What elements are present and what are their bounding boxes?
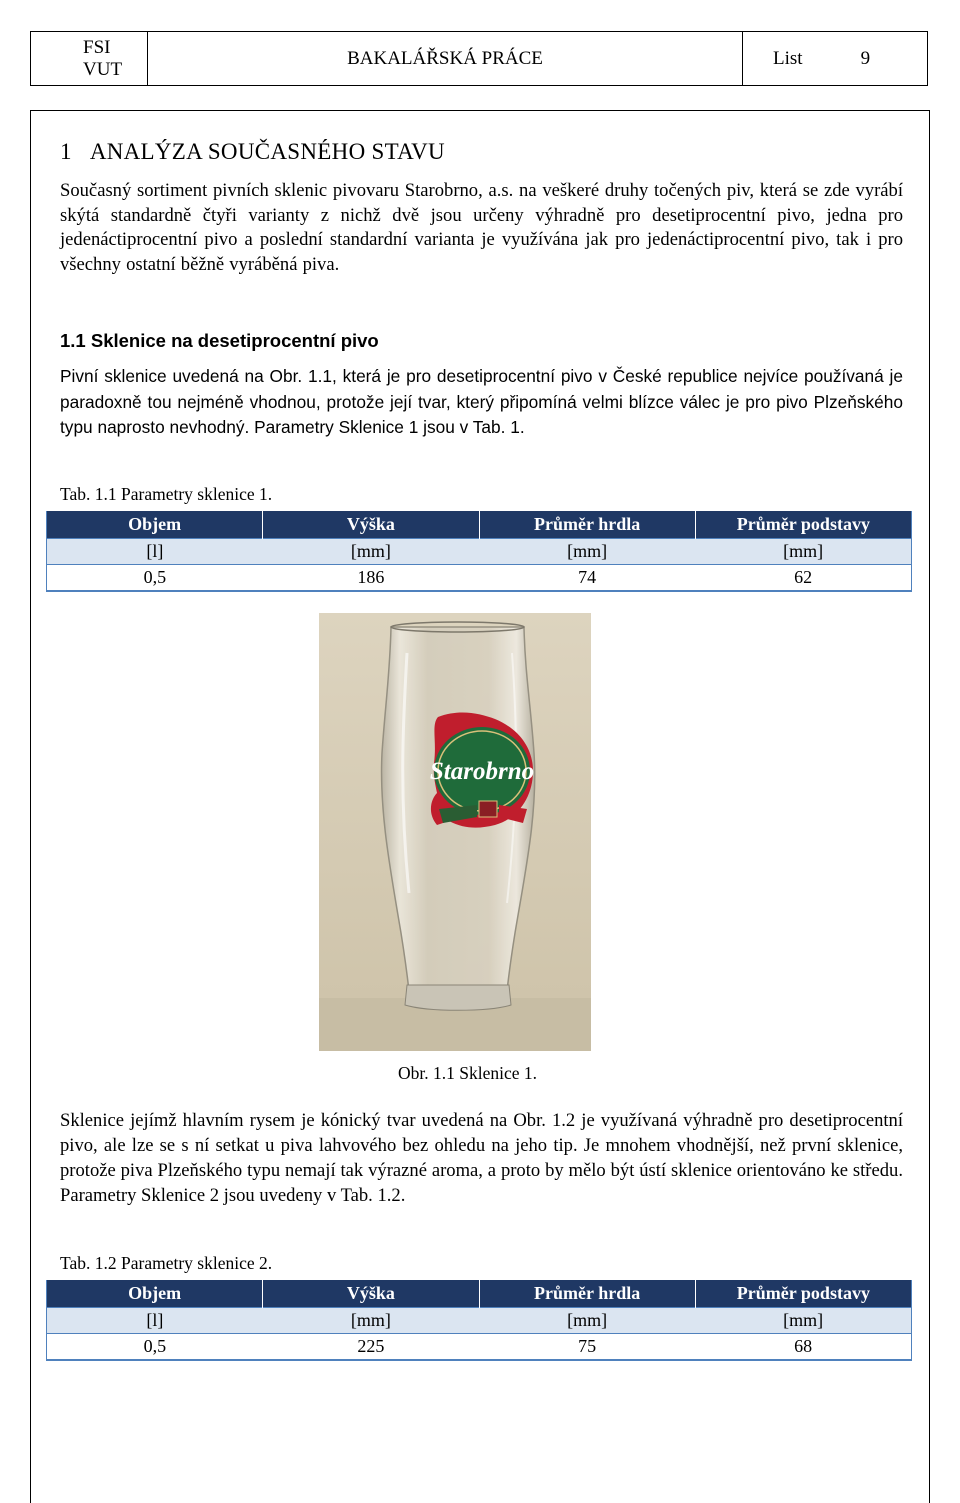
table-parametry-sklenice-2 [46,1280,912,1361]
paragraph-3-text: Sklenice jejímž hlavním rysem je kónický tvar uvedená na Obr. 1.2 je využívaná výhradně pro desetiprocentní pivo, ale lze se s ní setkat u piva lahvového bez ohledu na jeho tip. Je mnohem vhodnější, než první sklenice, protože piva Plzeňského typu nemají tak výrazné aroma, a proto by mělo být ústí sklenice orientováno ke středu. Parametry Sklenice 2 jsou uvedeny v Tab. 1.2. [60,1110,903,1206]
table-header-cell: Průměr podstavy [695,1280,911,1308]
section-title: ANALÝZA SOUČASNÉHO STAVU [89,139,445,164]
paragraph-sklenice-1 [60,364,903,441]
intro-paragraph [60,179,903,277]
table-header-row [47,511,912,539]
header-page-number: 9 [860,47,871,69]
table-value-cell: 0,5 [47,565,263,592]
section-heading [60,139,445,165]
header-document-type: BAKALÁŘSKÁ PRÁCE [148,32,743,85]
paragraph-sklenice-2 [60,1108,903,1208]
glass-photo [319,613,591,1051]
table-header-cell: Výška [263,511,479,539]
table-values-row [47,1334,912,1361]
table-header-cell: Průměr hrdla [479,511,695,539]
table2-caption: Tab. 1.2 Parametry sklenice 2. [60,1253,273,1273]
table-header-cell: Objem [47,1280,263,1308]
section-number: 1 [60,139,72,164]
table-value-cell: 225 [263,1334,479,1361]
table-value-cell: 74 [479,565,695,592]
table-header-cell: Objem [47,511,263,539]
table-value-cell: 62 [695,565,911,592]
table-value-cell: 0,5 [47,1334,263,1361]
table-unit-cell: [mm] [695,539,911,565]
header-list-label: List [773,47,803,69]
table-unit-cell: [mm] [263,1308,479,1334]
table-value-cell: 75 [479,1334,695,1361]
table-header-cell: Průměr podstavy [695,511,911,539]
table-header-cell: Výška [263,1280,479,1308]
table-unit-cell: [mm] [263,539,479,565]
paragraph-2-text: Pivní sklenice uvedená na Obr. 1.1, která je pro desetiprocentní pivo v České republice nejvíce používaná je paradoxně tou nejméně vhodnou, protože její tvar, který připomíná velmi blízce válec je pro pivo Plzeňského typu naprosto nevhodný. Parametry Sklenice 1 jsou v Tab. 1. [60,366,903,437]
table-header-cell: Průměr hrdla [479,1280,695,1308]
figure-caption: Obr. 1.1 Sklenice 1. [398,1063,538,1083]
table1-caption: Tab. 1.1 Parametry sklenice 1. [60,484,273,504]
page-header [30,31,928,86]
table-unit-cell: [mm] [479,539,695,565]
table-parametry-sklenice-1 [46,511,912,592]
header-institution: FSI VUT [31,32,148,85]
table-value-cell: 68 [695,1334,911,1361]
table-unit-cell: [mm] [695,1308,911,1334]
logo-text: Starobrno [429,758,535,785]
subsection-heading: 1.1 Sklenice na desetiprocentní pivo [60,330,379,351]
table-values-row [47,565,912,592]
table-unit-cell: [l] [47,1308,263,1334]
table-units-row [47,539,912,565]
table-units-row [47,1308,912,1334]
header-page-info [743,32,927,85]
table-unit-cell: [l] [47,539,263,565]
beer-glass-illustration [319,613,591,1051]
table-header-row [47,1280,912,1308]
intro-text: Současný sortiment pivních sklenic pivovaru Starobrno, a.s. na veškeré druhy točených piv, která se zde vyrábí skýtá standardně čtyři varianty z nichž dvě jsou určeny výhradně pro desetiprocentní pivo, jedna pro jedenáctiprocentní pivo a poslední standardní varianta je využívána jak pro jedenáctiprocentní pivo, tak i pro všechny ostatní běžně vyráběná piva. [60,180,903,275]
table-value-cell: 186 [263,565,479,592]
table-unit-cell: [mm] [479,1308,695,1334]
